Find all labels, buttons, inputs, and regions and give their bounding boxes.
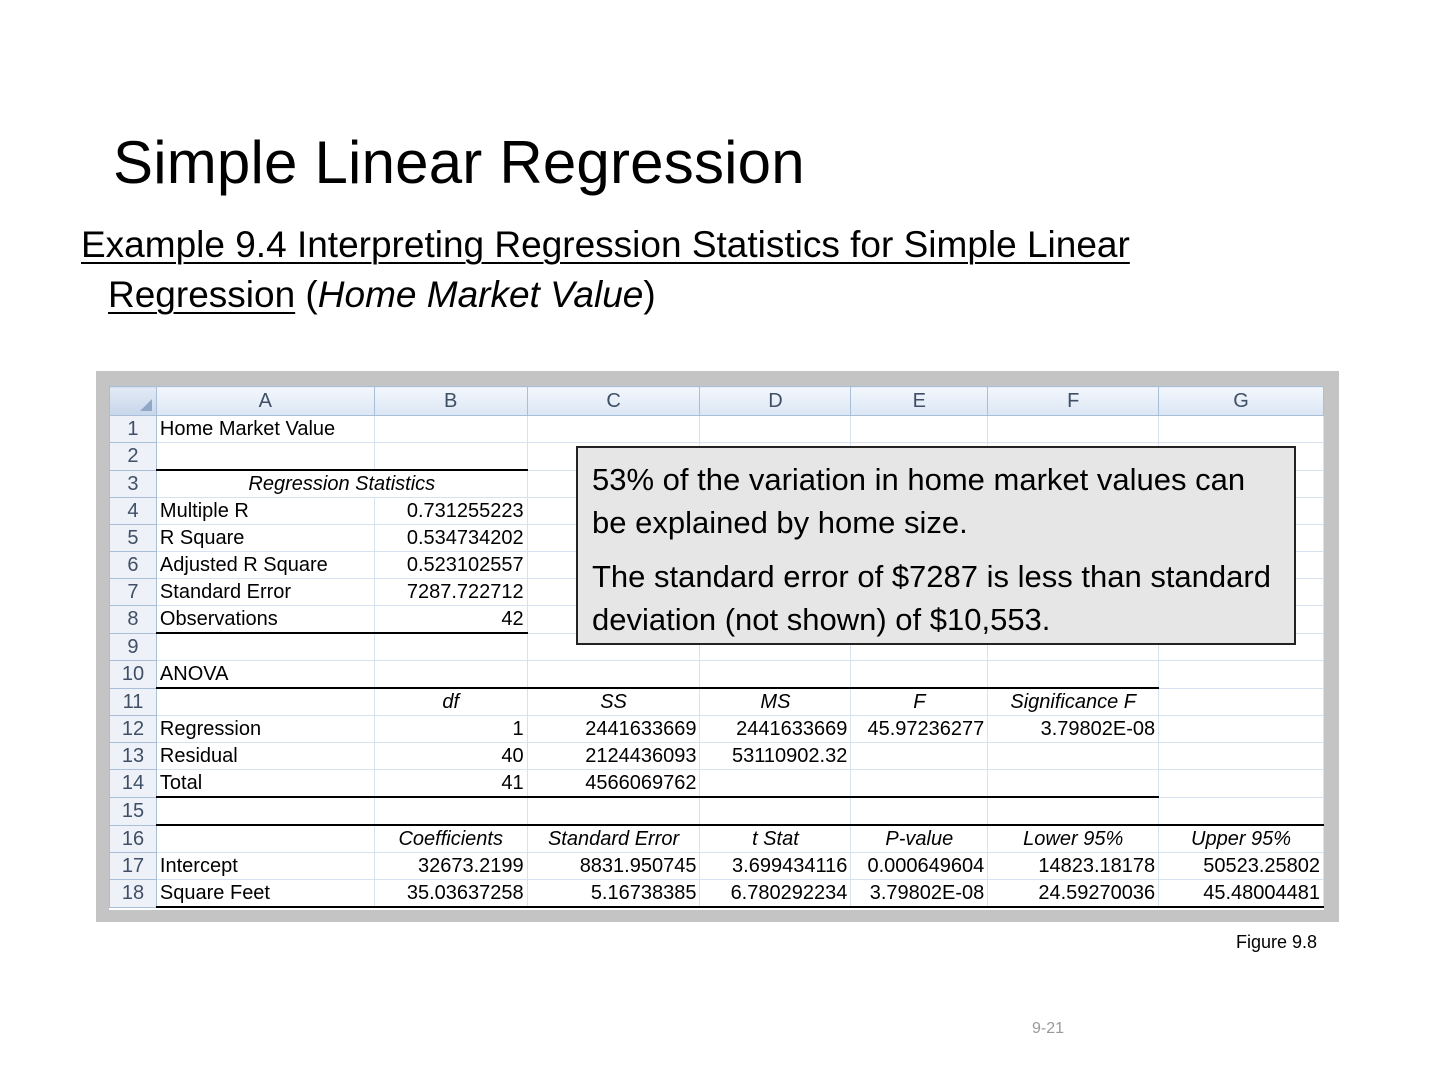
- row-header[interactable]: 15: [110, 797, 157, 825]
- cell[interactable]: SS: [527, 688, 700, 716]
- row-header[interactable]: 13: [110, 743, 157, 770]
- column-header-f[interactable]: F: [988, 387, 1159, 416]
- cell[interactable]: 50523.25802: [1159, 853, 1324, 880]
- cell[interactable]: [700, 770, 851, 798]
- cell[interactable]: [156, 443, 374, 471]
- row-header[interactable]: 1: [110, 416, 157, 443]
- cell[interactable]: 24.59270036: [988, 880, 1159, 908]
- cell[interactable]: Adjusted R Square: [156, 552, 374, 579]
- cell[interactable]: [156, 688, 374, 716]
- cell[interactable]: Multiple R: [156, 498, 374, 525]
- page-number: 9-21: [1032, 1020, 1065, 1037]
- column-header-e[interactable]: E: [851, 387, 988, 416]
- cell[interactable]: Intercept: [156, 853, 374, 880]
- cell[interactable]: [374, 661, 527, 689]
- cell[interactable]: F: [851, 688, 988, 716]
- row-header[interactable]: 11: [110, 688, 157, 716]
- cell[interactable]: 0.731255223: [374, 498, 527, 525]
- cell[interactable]: 2441633669: [700, 716, 851, 743]
- cell[interactable]: Lower 95%: [988, 825, 1159, 853]
- column-header-d[interactable]: D: [700, 387, 851, 416]
- cell[interactable]: 4566069762: [527, 770, 700, 798]
- cell[interactable]: ANOVA: [156, 661, 374, 689]
- cell[interactable]: 1: [374, 716, 527, 743]
- row-header[interactable]: 16: [110, 825, 157, 853]
- cell[interactable]: [1159, 797, 1324, 825]
- cell[interactable]: t Stat: [700, 825, 851, 853]
- row-header[interactable]: 5: [110, 525, 157, 552]
- cell[interactable]: 42: [374, 606, 527, 634]
- select-all-corner[interactable]: [110, 387, 157, 416]
- cell[interactable]: 32673.2199: [374, 853, 527, 880]
- cell[interactable]: [527, 797, 700, 825]
- sheet-row: [110, 853, 1324, 880]
- callout-r-square-note: 53% of the variation in home market values can be explained by home size.: [592, 462, 1246, 540]
- cell[interactable]: R Square: [156, 525, 374, 552]
- interpretation-callout: [576, 446, 1296, 645]
- cell[interactable]: [988, 416, 1159, 443]
- cell[interactable]: P-value: [851, 825, 988, 853]
- paren-open: (: [295, 274, 318, 315]
- cell[interactable]: 2124436093: [527, 743, 700, 770]
- row-header[interactable]: 12: [110, 716, 157, 743]
- cell[interactable]: [374, 633, 527, 661]
- cell[interactable]: [988, 743, 1159, 770]
- cell[interactable]: 5.16738385: [527, 880, 700, 908]
- row-header[interactable]: 3: [110, 470, 157, 498]
- sheet-row: [110, 743, 1324, 770]
- cell[interactable]: [527, 416, 700, 443]
- cell[interactable]: [374, 443, 527, 471]
- cell[interactable]: MS: [700, 688, 851, 716]
- example-heading-line1: Example 9.4 Interpreting Regression Statistics for Simple Linear: [81, 224, 1130, 265]
- cell[interactable]: [700, 416, 851, 443]
- cell[interactable]: Observations: [156, 606, 374, 634]
- cell[interactable]: 45.97236277: [851, 716, 988, 743]
- cell[interactable]: Square Feet: [156, 880, 374, 908]
- cell[interactable]: [1159, 716, 1324, 743]
- cell[interactable]: Regression: [156, 716, 374, 743]
- cell[interactable]: 41: [374, 770, 527, 798]
- cell[interactable]: Standard Error: [156, 579, 374, 606]
- paren-close: ): [643, 274, 656, 315]
- cell[interactable]: 2441633669: [527, 716, 700, 743]
- sheet-row: [110, 416, 1324, 443]
- example-dataset-name: Home Market Value: [317, 274, 644, 315]
- cell[interactable]: [1159, 661, 1324, 689]
- sheet-row: [110, 797, 1324, 825]
- cell[interactable]: 0.534734202: [374, 525, 527, 552]
- figure-label: Figure 9.8: [1235, 932, 1317, 952]
- sheet-row: [110, 770, 1324, 798]
- cell[interactable]: [851, 743, 988, 770]
- cell[interactable]: [700, 797, 851, 825]
- cell[interactable]: Standard Error: [527, 825, 700, 853]
- sheet-row: [110, 880, 1324, 908]
- cell[interactable]: [374, 797, 527, 825]
- column-header-row: [110, 387, 1324, 416]
- cell[interactable]: [156, 825, 374, 853]
- cell[interactable]: [851, 661, 988, 689]
- row-header[interactable]: 4: [110, 498, 157, 525]
- cell[interactable]: 53110902.32: [700, 743, 851, 770]
- cell[interactable]: Significance F: [988, 688, 1159, 716]
- cell[interactable]: 3.79802E-08: [851, 880, 988, 908]
- slide-title: Simple Linear Regression: [113, 129, 805, 196]
- row-header[interactable]: 8: [110, 606, 157, 634]
- column-header-c[interactable]: C: [527, 387, 700, 416]
- cell[interactable]: [988, 661, 1159, 689]
- cell[interactable]: 3.79802E-08: [988, 716, 1159, 743]
- cell[interactable]: [374, 416, 527, 443]
- cell[interactable]: [1159, 688, 1324, 716]
- cell[interactable]: 0.523102557: [374, 552, 527, 579]
- cell[interactable]: [527, 661, 700, 689]
- row-header[interactable]: 9: [110, 633, 157, 661]
- example-heading-line2: Regression: [108, 274, 296, 315]
- row-header[interactable]: 10: [110, 661, 157, 689]
- cell[interactable]: Residual: [156, 743, 374, 770]
- cell[interactable]: [851, 797, 988, 825]
- example-heading: [81, 220, 1341, 320]
- sheet-row: [110, 825, 1324, 853]
- callout-standard-error-note: The standard error of $7287 is less than standard deviation (not shown) of $10,553.: [592, 559, 1271, 637]
- sheet-row: [110, 716, 1324, 743]
- column-header-g[interactable]: G: [1159, 387, 1324, 416]
- sheet-row: [110, 688, 1324, 716]
- row-header[interactable]: 14: [110, 770, 157, 798]
- cell[interactable]: [700, 661, 851, 689]
- cell[interactable]: Home Market Value: [156, 416, 374, 443]
- cell[interactable]: 8831.950745: [527, 853, 700, 880]
- regression-statistics-header[interactable]: Regression Statistics: [156, 470, 527, 498]
- cell[interactable]: [156, 797, 374, 825]
- cell[interactable]: [988, 797, 1159, 825]
- cell[interactable]: 6.780292234: [700, 880, 851, 908]
- cell[interactable]: Upper 95%: [1159, 825, 1324, 853]
- row-header[interactable]: 18: [110, 880, 157, 908]
- cell[interactable]: [1159, 416, 1324, 443]
- cell[interactable]: 3.699434116: [700, 853, 851, 880]
- row-header[interactable]: 17: [110, 853, 157, 880]
- column-header-a[interactable]: A: [156, 387, 374, 416]
- cell[interactable]: 35.03637258: [374, 880, 527, 908]
- cell[interactable]: [1159, 743, 1324, 770]
- cell[interactable]: Total: [156, 770, 374, 798]
- row-header[interactable]: 6: [110, 552, 157, 579]
- cell[interactable]: [851, 416, 988, 443]
- cell[interactable]: [156, 633, 374, 661]
- cell[interactable]: 45.48004481: [1159, 880, 1324, 908]
- cell[interactable]: [1159, 770, 1324, 798]
- row-header[interactable]: 2: [110, 443, 157, 471]
- row-header[interactable]: 7: [110, 579, 157, 606]
- cell[interactable]: 7287.722712: [374, 579, 527, 606]
- cell[interactable]: 0.000649604: [851, 853, 988, 880]
- column-header-b[interactable]: B: [374, 387, 527, 416]
- cell[interactable]: Coefficients: [374, 825, 527, 853]
- cell[interactable]: 40: [374, 743, 527, 770]
- cell[interactable]: 14823.18178: [988, 853, 1159, 880]
- cell[interactable]: [988, 770, 1159, 798]
- cell[interactable]: [851, 770, 988, 798]
- cell[interactable]: df: [374, 688, 527, 716]
- sheet-row: [110, 661, 1324, 689]
